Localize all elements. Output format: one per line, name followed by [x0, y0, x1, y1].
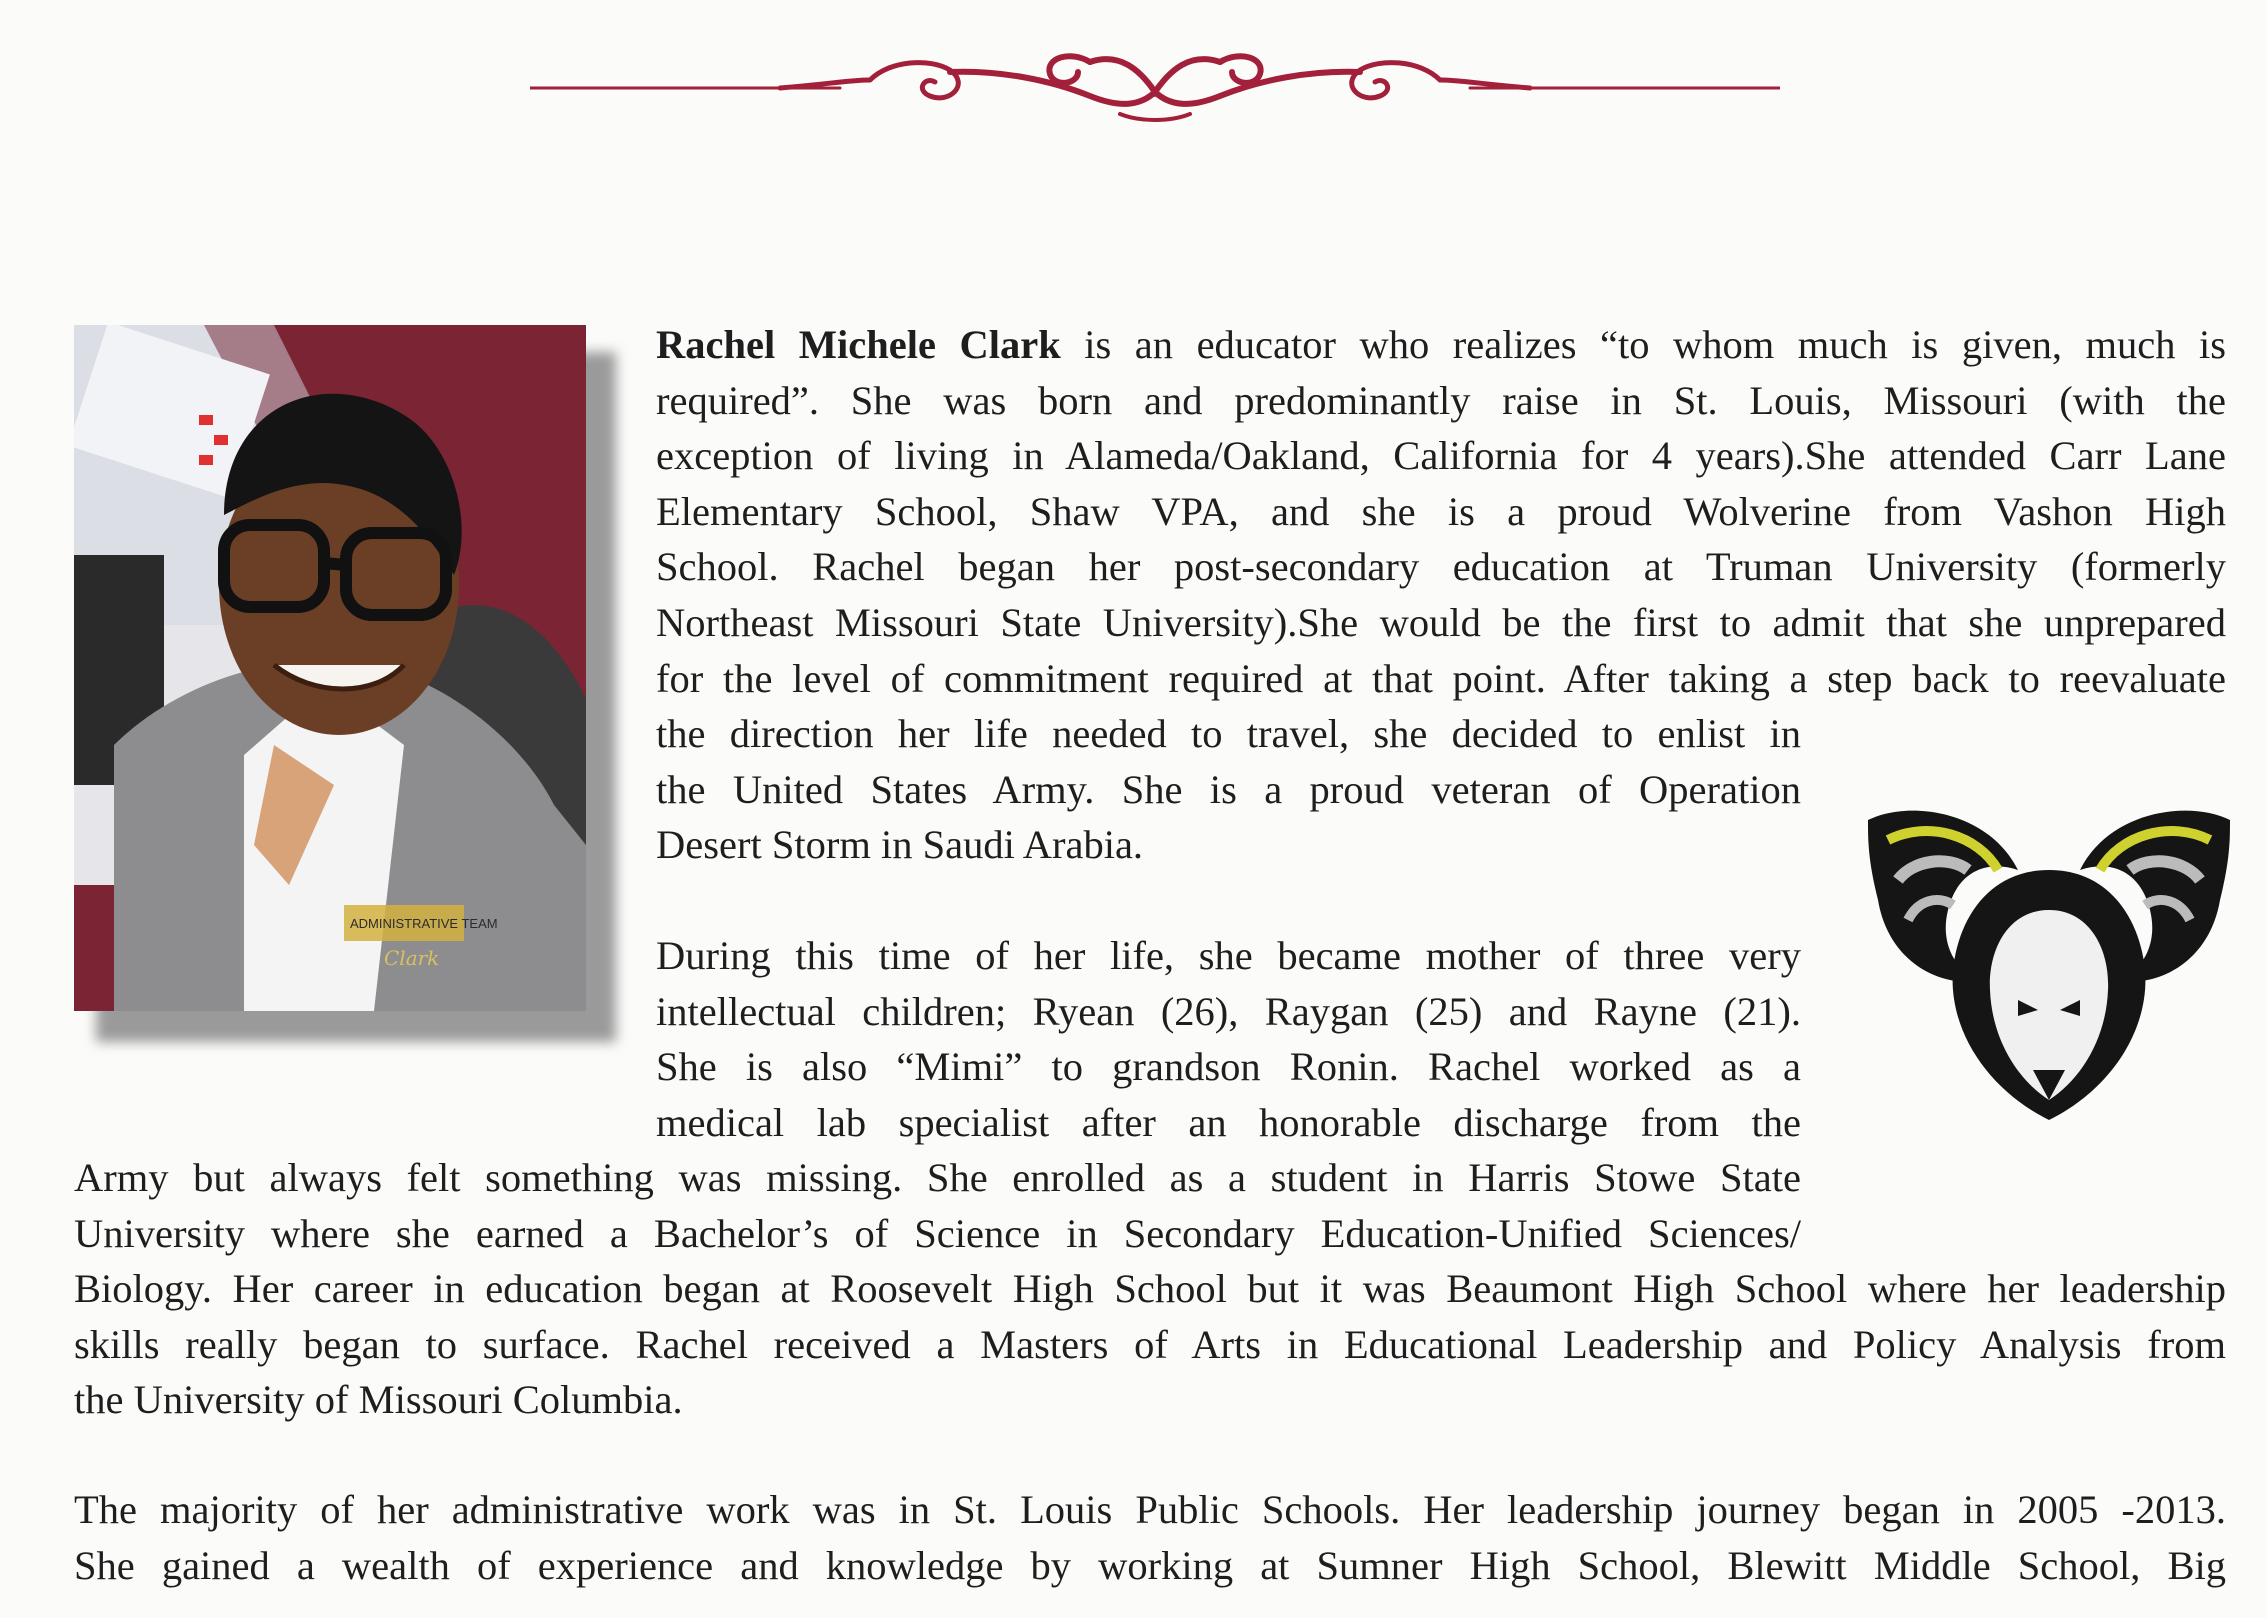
- bio-paragraph-2-top: [656, 928, 1801, 1150]
- bio-line: She is also “Mimi” to grandson Ronin. Rachel worked as a: [656, 1044, 1801, 1090]
- bio-line: skills really began to surface. Rachel received a Masters of Arts in Educational Leadership and Policy Analysis from: [74, 1321, 2226, 1367]
- flourish-divider-icon: [530, 40, 1780, 130]
- bio-paragraph-3: [74, 1482, 2226, 1593]
- ram-mascot-icon: [1868, 800, 2230, 1130]
- bio-line: the United States Army. She is a proud veteran of Operation: [656, 766, 1801, 812]
- bio-line: Desert Storm in Saudi Arabia.: [656, 822, 1144, 868]
- bio-line: University where she earned a Bachelor’s of Science in Secondary Education-Unified Sciences/: [74, 1210, 1801, 1256]
- bio-line: for the level of commitment required at that point. After taking a step back to reevaluate: [656, 655, 2226, 701]
- bio-name: Rachel Michele Clark: [656, 322, 1061, 367]
- bio-paragraph-1-top: [656, 317, 2226, 706]
- bio-line: School. Rachel began her post-secondary education at Truman University (formerly: [656, 544, 2226, 590]
- jacket-embroidery-text: ADMINISTRATIVE TEAM: [350, 916, 498, 931]
- bio-paragraph-1-bottom: [656, 706, 1801, 873]
- bio-line: the University of Missouri Columbia.: [74, 1377, 683, 1423]
- bio-line: Biology. Her career in education began at Roosevelt High School but it was Beaumont High School where her leadership: [74, 1266, 2226, 1311]
- bio-line: intellectual children; Ryean (26), Raygan (25) and Rayne (21).: [656, 988, 1801, 1034]
- bio-line: Army but always felt something was missing. She enrolled as a student in Harris Stowe State: [74, 1155, 1801, 1200]
- bio-line: She gained a wealth of experience and knowledge by working at Sumner High School, Blewitt Middle School, Big: [74, 1542, 2226, 1588]
- bio-line: exception of living in Alameda/Oakland, California for 4 years).She attended Carr Lane: [656, 433, 2226, 479]
- bio-line: the direction her life needed to travel, she decided to enlist in: [656, 711, 1801, 756]
- bio-line: During this time of her life, she became mother of three very: [656, 933, 1801, 978]
- jacket-embroidery-name: Clark: [384, 946, 440, 970]
- bio-line: required”. She was born and predominantly raise in St. Louis, Missouri (with the: [656, 377, 2226, 423]
- bio-line: Northeast Missouri State University).She would be the first to admit that she unprepared: [656, 599, 2226, 645]
- portrait-photo: [74, 325, 586, 1011]
- bio-line: The majority of her administrative work was in St. Louis Public Schools. Her leadership journey began in 2005 -2013.: [74, 1487, 2226, 1532]
- bio-line: Elementary School, Shaw VPA, and she is a proud Wolverine from Vashon High: [656, 488, 2226, 534]
- bio-line: medical lab specialist after an honorable discharge from the: [656, 1099, 1801, 1145]
- bio-paragraph-2-bottom: [74, 1261, 2226, 1428]
- bio-line: Rachel Michele Clark is an educator who realizes “to whom much is given, much is: [656, 322, 2226, 367]
- bio-paragraph-2-middle: [74, 1150, 1801, 1261]
